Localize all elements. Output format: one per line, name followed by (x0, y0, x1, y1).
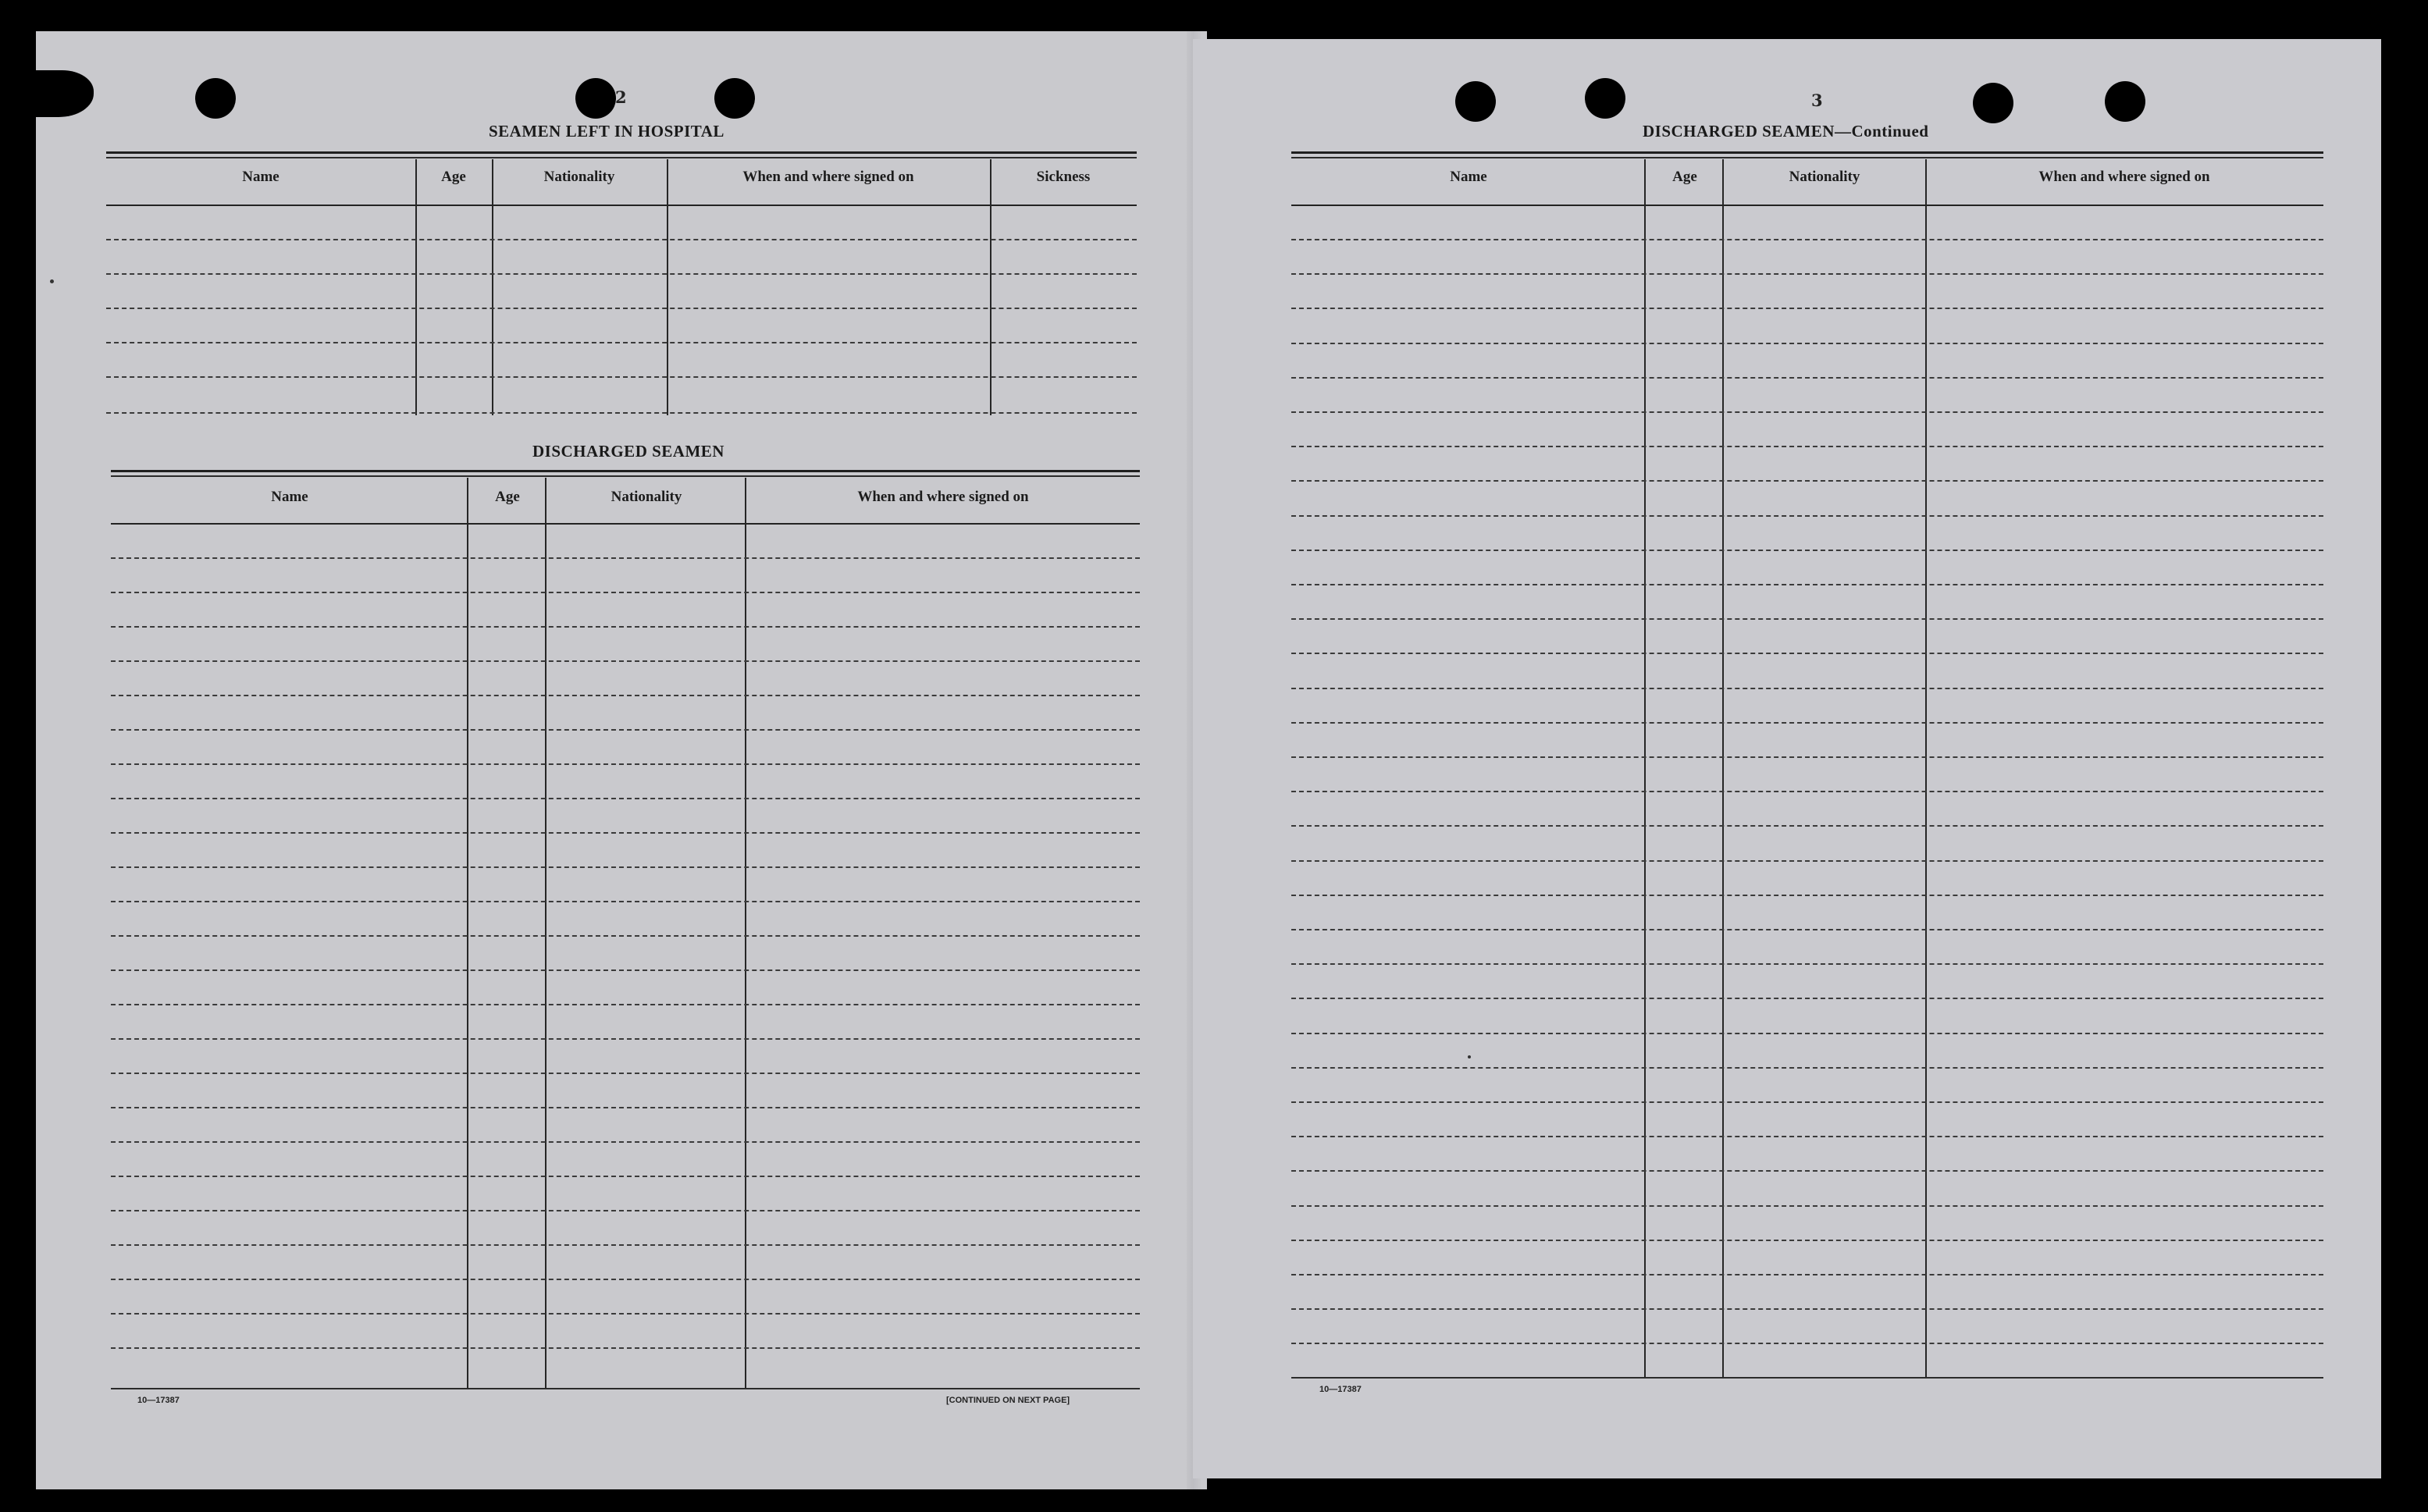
header-rule (106, 205, 1137, 206)
header-rule (1291, 205, 2323, 206)
column-divider (745, 478, 746, 1389)
form-number-right: 10—17387 (1319, 1385, 1362, 1394)
table-bottom-rule (1291, 1377, 2323, 1379)
header-nationality: Nationality (1789, 169, 1860, 185)
table-row (111, 901, 1140, 902)
table-row (111, 1038, 1140, 1040)
column-divider (545, 478, 546, 1389)
hospital-section-title: SEAMEN LEFT IN HOSPITAL (489, 122, 724, 141)
table-row (1291, 998, 2323, 999)
header-when-where: When and where signed on (742, 169, 914, 185)
table-top-rule (111, 470, 1140, 472)
discharged-continued-title: DISCHARGED SEAMEN—Continued (1643, 122, 1929, 141)
header-nationality: Nationality (543, 169, 615, 185)
hospital-table (106, 151, 1137, 418)
table-row (1291, 895, 2323, 896)
table-row (1291, 308, 2323, 309)
page-number-left: 2 (615, 87, 627, 107)
table-row (111, 763, 1140, 765)
table-row (1291, 1274, 2323, 1275)
table-row (111, 866, 1140, 868)
header-name: Name (242, 169, 279, 185)
header-nationality: Nationality (611, 489, 682, 505)
table-row (1291, 550, 2323, 551)
table-row (1291, 1240, 2323, 1241)
table-row (1291, 1136, 2323, 1137)
table-row (111, 660, 1140, 662)
table-top-rule (106, 157, 1137, 158)
table-row (111, 1347, 1140, 1349)
table-row (1291, 343, 2323, 344)
table-row (111, 695, 1140, 696)
punch-hole (1973, 83, 2013, 123)
discharged-continued-table (1291, 151, 2323, 1380)
discharged-section-title: DISCHARGED SEAMEN (532, 442, 724, 461)
page-number-right: 3 (1811, 91, 1823, 110)
table-row (111, 557, 1140, 559)
column-divider (467, 478, 468, 1389)
table-row (106, 239, 1137, 240)
table-row (1291, 584, 2323, 585)
header-when-where: When and where signed on (2038, 169, 2210, 185)
table-row (1291, 377, 2323, 379)
table-row (1291, 1033, 2323, 1034)
header-rule (111, 523, 1140, 525)
punch-hole (714, 78, 755, 119)
table-row (1291, 1170, 2323, 1172)
header-name: Name (271, 489, 308, 505)
table-row (111, 969, 1140, 971)
table-row (106, 376, 1137, 378)
table-row (1291, 273, 2323, 275)
table-row (1291, 688, 2323, 689)
table-row (1291, 480, 2323, 482)
torn-corner (23, 70, 94, 117)
table-row (111, 1244, 1140, 1246)
table-row (111, 1176, 1140, 1177)
header-age: Age (441, 169, 466, 185)
table-row (1291, 618, 2323, 620)
table-row (1291, 929, 2323, 930)
form-number-left: 10—17387 (137, 1396, 180, 1405)
header-age: Age (1672, 169, 1697, 185)
table-row (111, 798, 1140, 799)
table-row (106, 342, 1137, 343)
table-row (1291, 239, 2323, 240)
discharged-table (111, 470, 1140, 1391)
table-row (1291, 1067, 2323, 1069)
table-row (111, 1141, 1140, 1143)
continued-note: [CONTINUED ON NEXT PAGE] (946, 1396, 1070, 1405)
speck (50, 279, 54, 283)
table-top-rule (106, 151, 1137, 154)
table-row (111, 592, 1140, 593)
table-row (111, 1279, 1140, 1280)
table-row (106, 412, 1137, 414)
table-row (111, 1107, 1140, 1108)
table-row (1291, 860, 2323, 862)
table-row (106, 308, 1137, 309)
table-top-rule (1291, 157, 2323, 158)
table-row (1291, 1205, 2323, 1207)
table-row (1291, 653, 2323, 654)
punch-hole (1585, 78, 1625, 119)
table-row (1291, 756, 2323, 758)
speck (1468, 1055, 1471, 1058)
table-bottom-rule (111, 1388, 1140, 1389)
table-row (106, 273, 1137, 275)
table-row (1291, 825, 2323, 827)
table-row (111, 935, 1140, 937)
table-top-rule (1291, 151, 2323, 154)
table-row (111, 1313, 1140, 1315)
table-row (111, 832, 1140, 834)
punch-hole (2105, 81, 2145, 122)
table-row (1291, 791, 2323, 792)
table-row (1291, 515, 2323, 517)
header-name: Name (1450, 169, 1487, 185)
punch-hole (575, 78, 616, 119)
table-row (111, 1210, 1140, 1211)
header-age: Age (495, 489, 520, 505)
table-row (1291, 1101, 2323, 1103)
header-when-where: When and where signed on (857, 489, 1029, 505)
table-row (111, 1073, 1140, 1074)
punch-hole (195, 78, 236, 119)
table-top-rule (111, 475, 1140, 477)
table-row (111, 626, 1140, 628)
header-sickness: Sickness (1036, 169, 1091, 185)
table-row (111, 729, 1140, 731)
table-row (1291, 722, 2323, 724)
table-row (1291, 446, 2323, 447)
table-row (111, 1004, 1140, 1005)
table-row (1291, 963, 2323, 965)
punch-hole (1455, 81, 1496, 122)
table-row (1291, 411, 2323, 413)
table-row (1291, 1308, 2323, 1310)
table-row (1291, 1343, 2323, 1344)
